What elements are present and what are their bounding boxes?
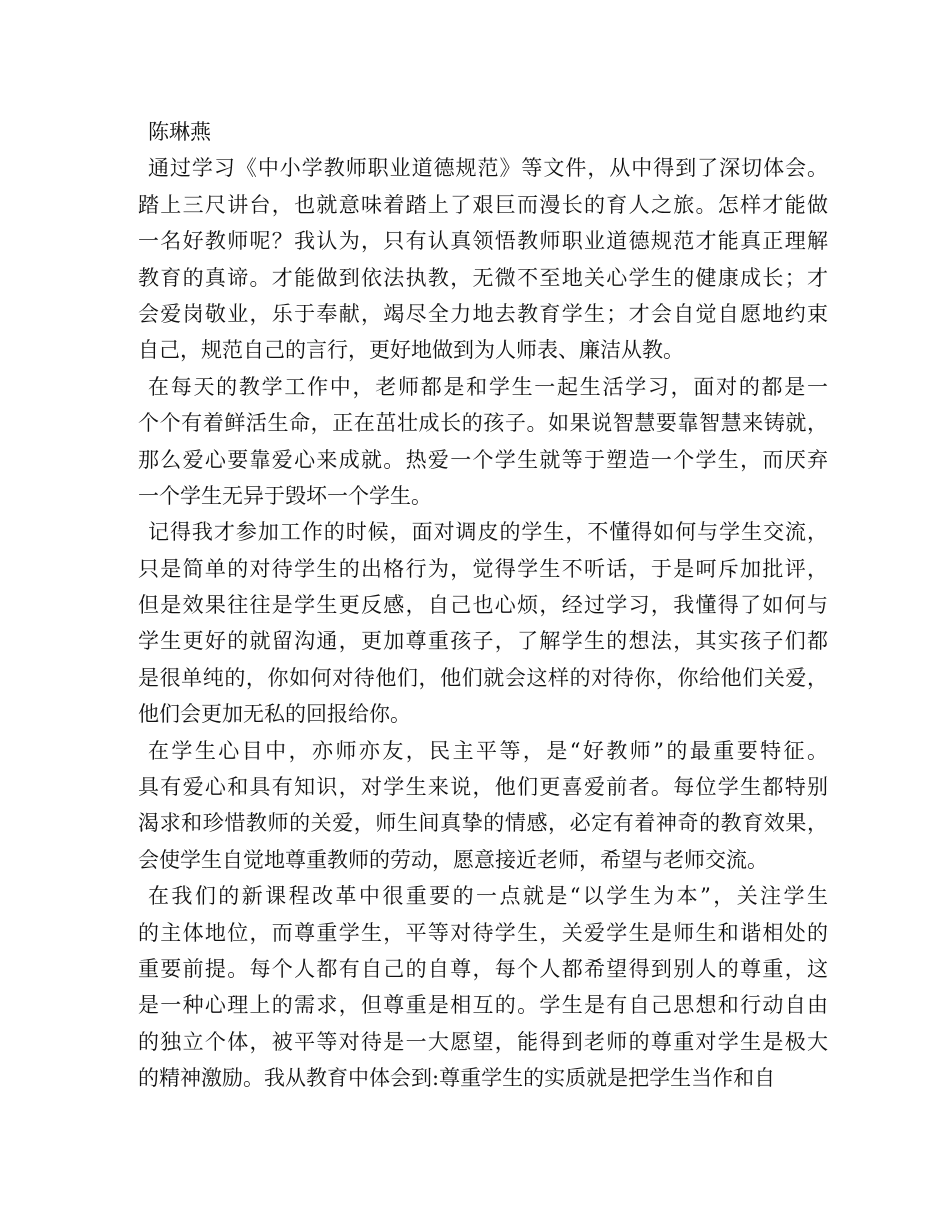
paragraph-5-line-4: 是一种心理上的需求，但尊重是相互的。学生是有自己思想和行动自由 [138, 993, 828, 1018]
paragraph-1-line-2: 踏上三尺讲台，也就意味着踏上了艰巨而漫长的育人之旅。怎样才能做 [138, 192, 828, 217]
paragraph-4-line-3: 渴求和珍惜教师的关爱，师生间真挚的情感，必定有着神奇的教育效果， [138, 811, 828, 836]
document-body [138, 114, 828, 1097]
paragraph-4-line-4: 会使学生自觉地尊重教师的劳动，愿意接近老师，希望与老师交流。 [138, 847, 768, 872]
paragraph-5-line-1: 在我们的新课程改革中很重要的一点就是“以学生为本”，关注学生 [148, 884, 828, 909]
paragraph-3-line-1: 记得我才参加工作的时候，面对调皮的学生，不懂得如何与学生交流， [148, 520, 828, 545]
paragraph-2-line-3: 那么爱心要靠爱心来成就。热爱一个学生就等于塑造一个学生，而厌弃 [138, 447, 828, 472]
paragraph-3-line-4: 学生更好的就留沟通，更加尊重孩子，了解学生的想法，其实孩子们都 [138, 629, 828, 654]
author-name: 陈琳燕 [148, 120, 211, 144]
paragraph-4-line-2: 具有爱心和具有知识，对学生来说，他们更喜爱前者。每位学生都特别 [138, 775, 828, 800]
paragraph-3-line-2: 只是简单的对待学生的出格行为，觉得学生不听话，于是呵斥加批评， [138, 556, 828, 581]
paragraph-2-line-1: 在每天的教学工作中，老师都是和学生一起生活学习，面对的都是一 [148, 374, 828, 399]
paragraph-1-line-3: 一名好教师呢？我认为，只有认真领悟教师职业道德规范才能真正理解 [138, 229, 828, 254]
paragraph-2-line-4: 一个学生无异于毁坏一个学生。 [138, 483, 432, 508]
paragraph-1-line-4: 教育的真谛。才能做到依法执教，无微不至地关心学生的健康成长；才 [138, 265, 828, 290]
paragraph-5-line-2: 的主体地位，而尊重学生，平等对待学生，关爱学生是师生和谐相处的 [138, 920, 828, 945]
paragraph-1-line-6: 自己，规范自己的言行，更好地做到为人师表、廉洁从教。 [138, 338, 684, 363]
paragraph-5-line-3: 重要前提。每个人都有自己的自尊，每个人都希望得到别人的尊重，这 [138, 956, 828, 981]
paragraph-1-line-1: 通过学习《中小学教师职业道德规范》等文件，从中得到了深切体会。 [148, 156, 828, 181]
paragraph-3-line-3: 但是效果往往是学生更反感，自己也心烦，经过学习，我懂得了如何与 [138, 593, 828, 618]
paragraph-3-line-5: 是很单纯的，你如何对待他们，他们就会这样的对待你，你给他们关爱， [138, 665, 828, 690]
paragraph-5-line-5: 的独立个体，被平等对待是一大愿望，能得到老师的尊重对学生是极大 [138, 1029, 828, 1054]
paragraph-1-line-5: 会爱岗敬业，乐于奉献，竭尽全力地去教育学生；才会自觉自愿地约束 [138, 301, 828, 326]
paragraph-5-line-6: 的精神激励。我从教育中体会到:尊重学生的实质就是把学生当作和自 [138, 1066, 776, 1091]
paragraph-3-line-6: 他们会更加无私的回报给你。 [138, 702, 411, 727]
paragraph-2-line-2: 个个有着鲜活生命，正在茁壮成长的孩子。如果说智慧要靠智慧来铸就， [138, 411, 828, 436]
paragraph-4-line-1: 在学生心目中，亦师亦友，民主平等，是“好教师”的最重要特征。 [148, 738, 828, 763]
